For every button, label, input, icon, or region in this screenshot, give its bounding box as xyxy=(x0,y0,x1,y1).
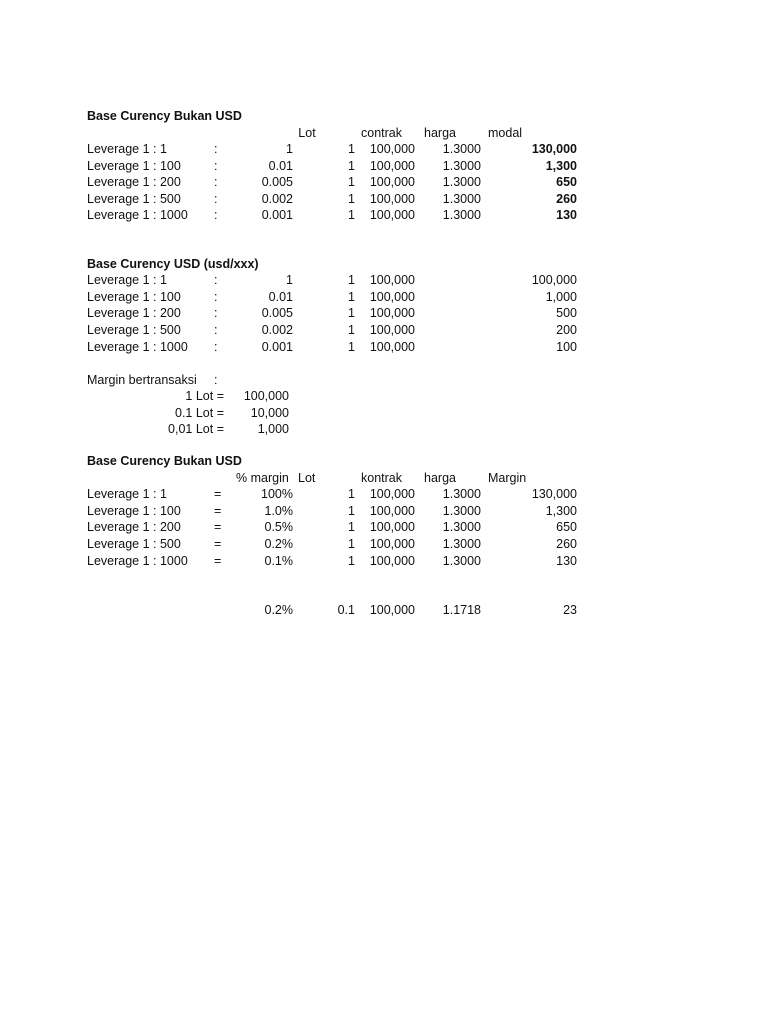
section3-row-harga: 1.3000 xyxy=(442,554,481,568)
section3-row-pct: 0.2% xyxy=(264,537,293,551)
section3-header-lot: Lot xyxy=(298,471,316,485)
section1-row-modal: 650 xyxy=(556,175,577,189)
section3-row-margin: 260 xyxy=(556,537,577,551)
section1-row-n: 1 xyxy=(348,142,355,156)
section2-row-lot: 0.001 xyxy=(261,340,293,354)
section2-row-n: 1 xyxy=(348,290,355,304)
margin-row-label: 0.1 Lot = xyxy=(175,406,224,420)
section2-row-contrak: 100,000 xyxy=(369,340,415,354)
section3-row-label: Leverage 1 : 100 xyxy=(87,504,181,518)
section1-row-harga: 1.3000 xyxy=(442,208,481,222)
section3-row-n: 1 xyxy=(348,504,355,518)
section2-row-sep: : xyxy=(214,306,218,320)
section2-row-lot: 0.01 xyxy=(268,290,293,304)
extra-row-margin: 23 xyxy=(563,603,577,617)
section1-row-sep: : xyxy=(214,159,218,173)
section2-row-lot: 0.005 xyxy=(261,306,293,320)
section1-row-label: Leverage 1 : 1 xyxy=(87,142,167,156)
margin-row-value: 10,000 xyxy=(250,406,289,420)
section3-row-pct: 1.0% xyxy=(264,504,293,518)
section3-row-label: Leverage 1 : 200 xyxy=(87,520,181,534)
section3-row-kontrak: 100,000 xyxy=(369,504,415,518)
section1-row-sep: : xyxy=(214,208,218,222)
section1-row-label: Leverage 1 : 200 xyxy=(87,175,181,189)
section3-row-sep: = xyxy=(214,487,222,501)
section3-row-pct: 0.5% xyxy=(264,520,293,534)
section3-row-n: 1 xyxy=(348,487,355,501)
section1-row-lot: 0.002 xyxy=(261,192,293,206)
section3-row-label: Leverage 1 : 1 xyxy=(87,487,167,501)
section2-row-modal: 500 xyxy=(556,306,577,320)
section1-row-modal: 130 xyxy=(556,208,577,222)
section2-row-modal: 200 xyxy=(556,323,577,337)
section1-row-label: Leverage 1 : 1000 xyxy=(87,208,188,222)
section1-row-label: Leverage 1 : 100 xyxy=(87,159,181,173)
section2-row-modal: 100 xyxy=(556,340,577,354)
section1-row-harga: 1.3000 xyxy=(442,159,481,173)
extra-row-n: 0.1 xyxy=(337,603,355,617)
section3-row-kontrak: 100,000 xyxy=(369,537,415,551)
section3-row-kontrak: 100,000 xyxy=(369,487,415,501)
margin-row-value: 1,000 xyxy=(257,422,289,436)
section1-row-modal: 1,300 xyxy=(545,159,577,173)
section1-row-sep: : xyxy=(214,142,218,156)
section3-header-pct: % margin xyxy=(236,471,289,485)
section3-row-harga: 1.3000 xyxy=(442,520,481,534)
section3-row-label: Leverage 1 : 500 xyxy=(87,537,181,551)
section3-row-sep: = xyxy=(214,537,222,551)
section3-row-margin: 650 xyxy=(556,520,577,534)
section2-row-modal: 100,000 xyxy=(531,273,577,287)
section1-row-lot: 0.01 xyxy=(268,159,293,173)
section1-row-harga: 1.3000 xyxy=(442,142,481,156)
section3-row-harga: 1.3000 xyxy=(442,537,481,551)
section3-header-kontrak: kontrak xyxy=(361,471,402,485)
section3-row-n: 1 xyxy=(348,520,355,534)
section3-row-margin: 130,000 xyxy=(531,487,577,501)
section1-row-contrak: 100,000 xyxy=(369,142,415,156)
section3-row-harga: 1.3000 xyxy=(442,504,481,518)
section1-row-contrak: 100,000 xyxy=(369,208,415,222)
section3-row-sep: = xyxy=(214,554,222,568)
section2-row-sep: : xyxy=(214,290,218,304)
section1-row-harga: 1.3000 xyxy=(442,175,481,189)
section1-row-label: Leverage 1 : 500 xyxy=(87,192,181,206)
section3-row-sep: = xyxy=(214,504,222,518)
section1-row-contrak: 100,000 xyxy=(369,159,415,173)
section1-title: Base Curency Bukan USD xyxy=(87,109,242,123)
margin-row-label: 1 Lot = xyxy=(185,389,224,403)
section3-row-pct: 0.1% xyxy=(264,554,293,568)
section1-row-lot: 0.005 xyxy=(261,175,293,189)
section2-row-sep: : xyxy=(214,340,218,354)
section1-row-modal: 260 xyxy=(556,192,577,206)
section2-row-lot: 1 xyxy=(286,273,293,287)
section2-row-contrak: 100,000 xyxy=(369,290,415,304)
margin-sep: : xyxy=(214,373,218,387)
section2-row-n: 1 xyxy=(348,306,355,320)
section3-header-margin: Margin xyxy=(488,471,527,485)
section2-row-n: 1 xyxy=(348,323,355,337)
section1-row-n: 1 xyxy=(348,175,355,189)
section1-row-n: 1 xyxy=(348,208,355,222)
section1-row-sep: : xyxy=(214,175,218,189)
section1-row-harga: 1.3000 xyxy=(442,192,481,206)
section2-row-label: Leverage 1 : 1 xyxy=(87,273,167,287)
section2-row-label: Leverage 1 : 500 xyxy=(87,323,181,337)
section3-header-harga: harga xyxy=(424,471,456,485)
section2-row-lot: 0.002 xyxy=(261,323,293,337)
section2-row-contrak: 100,000 xyxy=(369,273,415,287)
section3-row-kontrak: 100,000 xyxy=(369,520,415,534)
section3-title: Base Curency Bukan USD xyxy=(87,454,242,468)
section2-row-label: Leverage 1 : 100 xyxy=(87,290,181,304)
section1-header-lot: Lot xyxy=(298,126,316,140)
section1-row-n: 1 xyxy=(348,159,355,173)
section2-row-sep: : xyxy=(214,273,218,287)
section1-row-n: 1 xyxy=(348,192,355,206)
section3-row-margin: 130 xyxy=(556,554,577,568)
section1-row-contrak: 100,000 xyxy=(369,175,415,189)
margin-row-label: 0,01 Lot = xyxy=(168,422,224,436)
section2-row-label: Leverage 1 : 200 xyxy=(87,306,181,320)
section2-row-contrak: 100,000 xyxy=(369,323,415,337)
section2-row-sep: : xyxy=(214,323,218,337)
section1-header-modal: modal xyxy=(488,126,523,140)
section3-row-sep: = xyxy=(214,520,222,534)
section1-header-harga: harga xyxy=(424,126,456,140)
section3-row-kontrak: 100,000 xyxy=(369,554,415,568)
section1-row-modal: 130,000 xyxy=(531,142,577,156)
section3-row-label: Leverage 1 : 1000 xyxy=(87,554,188,568)
extra-row-pct: 0.2% xyxy=(264,603,293,617)
section3-row-harga: 1.3000 xyxy=(442,487,481,501)
section3-row-pct: 100% xyxy=(261,487,293,501)
section2-row-n: 1 xyxy=(348,340,355,354)
section2-row-label: Leverage 1 : 1000 xyxy=(87,340,188,354)
section1-row-contrak: 100,000 xyxy=(369,192,415,206)
section2-row-n: 1 xyxy=(348,273,355,287)
section1-row-lot: 1 xyxy=(286,142,293,156)
section1-header-contrak: contrak xyxy=(361,126,402,140)
margin-row-value: 100,000 xyxy=(243,389,289,403)
section1-row-lot: 0.001 xyxy=(261,208,293,222)
section2-row-modal: 1,000 xyxy=(545,290,577,304)
margin-title: Margin bertransaksi xyxy=(87,373,197,387)
section3-row-margin: 1,300 xyxy=(545,504,577,518)
section1-row-sep: : xyxy=(214,192,218,206)
section2-title: Base Curency USD (usd/xxx) xyxy=(87,257,259,271)
section3-row-n: 1 xyxy=(348,537,355,551)
section2-row-contrak: 100,000 xyxy=(369,306,415,320)
extra-row-kontrak: 100,000 xyxy=(369,603,415,617)
section3-row-n: 1 xyxy=(348,554,355,568)
extra-row-harga: 1.1718 xyxy=(442,603,481,617)
